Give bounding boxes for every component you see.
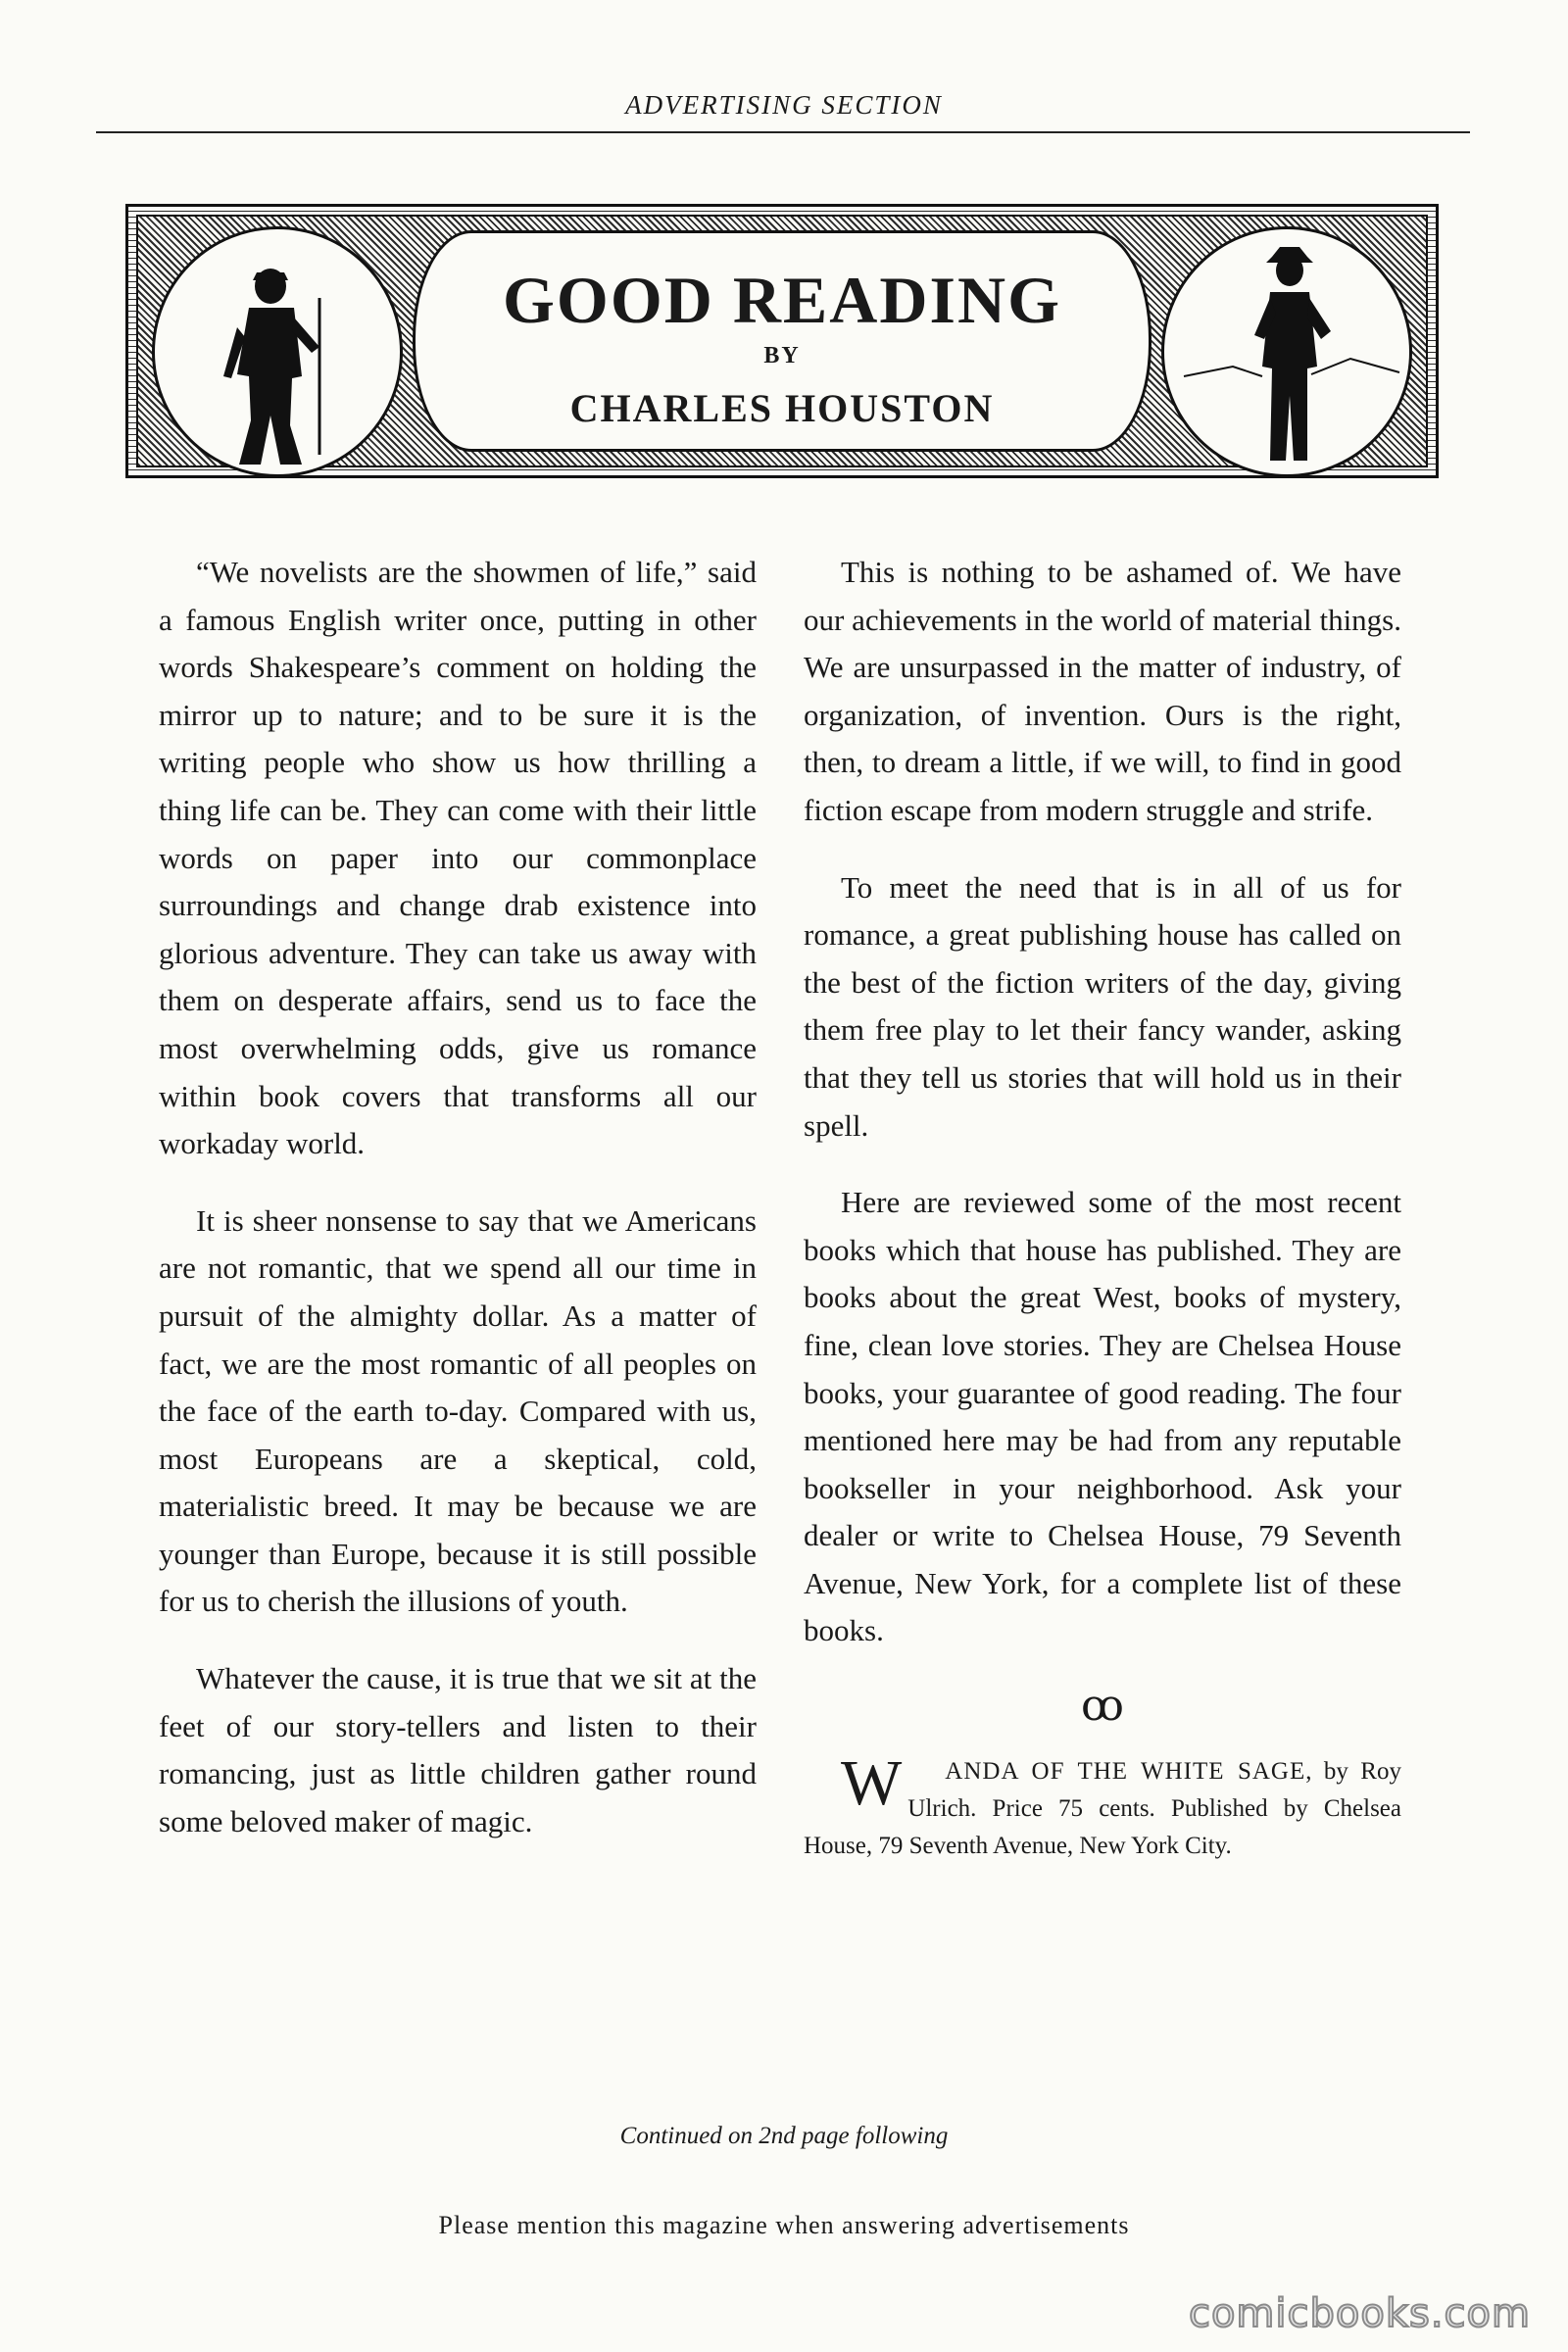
review-book-title: ANDA OF THE WHITE SAGE bbox=[945, 1758, 1306, 1786]
continued-note: Continued on 2nd page following bbox=[619, 2123, 949, 2149]
running-head: ADVERTISING SECTION bbox=[625, 90, 943, 120]
right-paragraph-2: To meet the need that is in all of us for romance, a great publishing house has called on the best of the fiction writers of the day, giving them free play to let their fancy wander, asking that they tell us stories that will hold us in their spell. bbox=[804, 869, 1401, 1143]
banner-hatched-field bbox=[136, 215, 1428, 467]
right-paragraph-1: This is nothing to be ashamed of. We have our achievements in the world of material things. We are unsurpassed in the matter of industry, of organization, of invention. Ours is the right, then, to dream a little, if we will, to find in good fiction escape from modern struggle and strife. bbox=[804, 555, 1401, 827]
review-details: , by Roy Ulrich. Price 75 cents. Published by Chelsea House, 79 Seventh Avenue, New York City. bbox=[804, 1758, 1401, 1860]
title-banner bbox=[125, 204, 1439, 478]
watermark: comicbooks.com bbox=[1188, 2291, 1531, 2336]
left-paragraph-1: “We novelists are the showmen of life,” said a famous English writer once, putting in other words Shakespeare’s comment on holding the mirror up to nature; and to be sure it is the writing people who show us how thrilling a thing life can be. They can come with their little words on paper into our commonplace surroundings and change drab existence into glorious adventure. They can take us away with them on desperate affairs, send us to face the most overwhelming odds, give us romance within book covers that transforms all our workaday world. bbox=[159, 555, 757, 1161]
cowboy-silhouette-medallion bbox=[1161, 226, 1412, 477]
cowboy-silhouette-icon bbox=[1164, 229, 1409, 474]
book-review bbox=[804, 1747, 1401, 1865]
right-paragraph-3: Here are reviewed some of the most recent books which that house has published. They are books about the great West, books of mystery, fine, clean love stories. They are Chelsea House books, your guarantee of good reading. The four mentioned here may be had from any reputable bookseller in your neighborhood. Ask your dealer or write to Chelsea House, 79 Seventh Avenue, New York, for a complete list of these books. bbox=[804, 1185, 1401, 1648]
banner-title: GOOD READING bbox=[503, 263, 1061, 337]
title-plate bbox=[413, 230, 1152, 452]
right-column bbox=[804, 549, 1401, 1894]
hiker-silhouette-medallion bbox=[152, 226, 403, 477]
hiker-silhouette-icon bbox=[155, 229, 400, 474]
banner-by: BY bbox=[763, 343, 801, 368]
left-column bbox=[159, 549, 757, 1875]
header-rule bbox=[96, 131, 1470, 133]
left-paragraph-3: Whatever the cause, it is true that we sit at the feet of our story-tellers and listen to their romancing, just as little children gather round some beloved maker of magic. bbox=[159, 1661, 757, 1838]
footer-note: Please mention this magazine when answering advertisements bbox=[438, 2211, 1130, 2239]
review-dropcap: W bbox=[841, 1747, 903, 1820]
fleuron-ornament-icon: ꝏ bbox=[1081, 1682, 1124, 1731]
left-paragraph-2: It is sheer nonsense to say that we Americans are not romantic, that we spend all our time in pursuit of the almighty dollar. As a matter of fact, we are the most romantic of all peoples on the face of the earth to-day. Compared with us, most Europeans are a skeptical, cold, materialistic breed. It may be because we are younger than Europe, because it is still possible for us to cherish the illusions of youth. bbox=[159, 1202, 757, 1619]
banner-author: CHARLES HOUSTON bbox=[569, 386, 995, 430]
